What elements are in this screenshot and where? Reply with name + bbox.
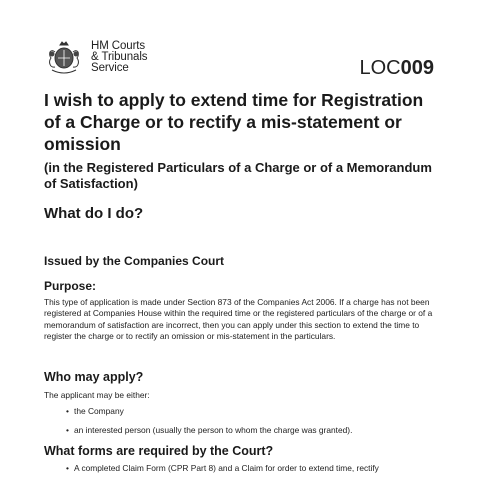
applicant-list (66, 406, 352, 444)
form-code-number: 009 (400, 57, 434, 79)
purpose-heading: Purpose: (44, 279, 97, 293)
list-item: • A completed Claim Form (CPR Part 8) and a Claim for order to extend time, rectify (66, 463, 446, 474)
form-code (360, 58, 435, 78)
hmcts-wordmark (91, 41, 147, 74)
royal-crest-icon (44, 40, 84, 76)
who-may-apply-heading: Who may apply? (44, 370, 144, 384)
list-item: • an interested person (usually the person to whom the charge was granted). (66, 425, 352, 436)
list-item: • the Company (66, 406, 352, 417)
who-may-apply-intro: The applicant may be either: (44, 390, 150, 400)
brand-line: & Tribunals (91, 51, 148, 63)
brand-line: Service (91, 62, 129, 74)
brand-line: HM Courts (91, 40, 146, 52)
purpose-text: This type of application is made under Section 873 of the Companies Act 2006. If a charge has not been registered at Companies House within the required time or the registered particulars of the charge or of a memorandum of satisfaction are incorrect, then you can apply under this section to extend the time to register the charge or to rectify an omission or mis-statement in the particulars. (44, 297, 433, 342)
issued-by: Issued by the Companies Court (44, 254, 225, 268)
forms-required-heading: What forms are required by the Court? (44, 444, 274, 458)
forms-list (66, 463, 446, 482)
page-subtitle: (in the Registered Particulars of a Charge or of a Memorandum of Satisfaction) (44, 160, 432, 191)
page-title: I wish to apply to extend time for Registration of a Charge or to rectify a mis-statement or omission (44, 90, 424, 154)
what-do-i-do-heading: What do I do? (44, 205, 144, 222)
form-code-prefix: LOC (359, 57, 401, 79)
header (44, 40, 436, 80)
